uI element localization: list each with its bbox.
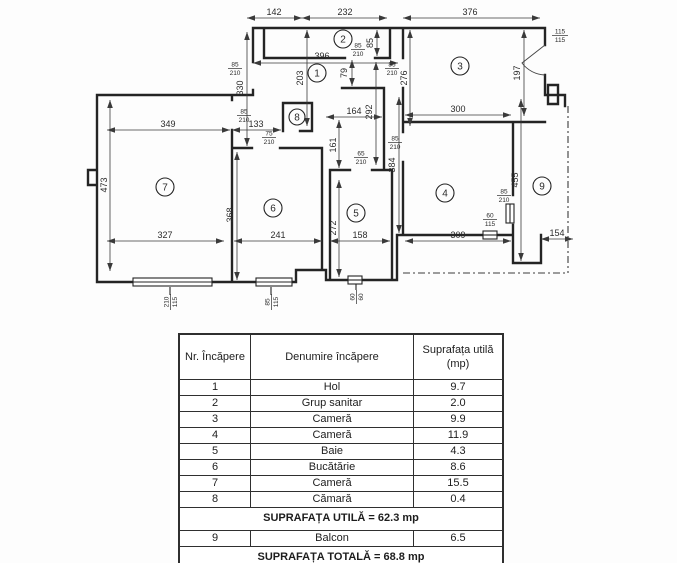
frac-top: 85 (240, 108, 248, 116)
dim-label: 197 (512, 65, 522, 81)
dim-label: 455 (510, 172, 520, 188)
frac-top: 85 (388, 61, 396, 69)
frac-label (497, 189, 511, 205)
dim-label: 349 (160, 119, 176, 129)
opening-size-labels (164, 29, 569, 311)
frac-label (228, 62, 242, 78)
header-nr: Nr. Încăpere (179, 334, 251, 380)
dim-label: 276 (399, 70, 409, 86)
table-cell-name: Baie (251, 444, 414, 460)
table-row (179, 460, 503, 476)
table-cell-name: Cameră (251, 412, 414, 428)
frac-top: 85 (391, 135, 399, 143)
table-cell-name: Cămară (251, 492, 414, 508)
frac-label (354, 151, 368, 167)
table-cell-area: 9.7 (414, 380, 504, 396)
frac-bottom: 210 (355, 159, 367, 166)
table-cell-name: Cameră (251, 428, 414, 444)
frac-top: 85 (231, 61, 239, 69)
dim-label: 384 (387, 157, 397, 173)
room-number-6 (264, 199, 282, 217)
table-cell-area: 11.9 (414, 428, 504, 444)
total-row (179, 547, 503, 563)
room-areas-table (178, 333, 504, 563)
dim-label: 300 (450, 104, 466, 114)
frac-bottom: 210 (386, 70, 398, 77)
entry-door-swing (522, 45, 545, 75)
table-cell-name: Bucătărie (251, 460, 414, 476)
room-number-1 (308, 64, 326, 82)
frac-label (237, 109, 251, 125)
wall-lines (88, 28, 565, 282)
table-row (179, 492, 503, 508)
table-cell-nr: 4 (179, 428, 251, 444)
table-cell-area: 2.0 (414, 396, 504, 412)
table-row (179, 428, 503, 444)
frac-bottom: 60 (358, 293, 365, 301)
table-cell-nr: 8 (179, 492, 251, 508)
svg-text:9: 9 (539, 181, 545, 193)
room-number-3 (451, 57, 469, 75)
frac-label (388, 136, 402, 152)
frac-label (350, 290, 366, 304)
table-cell-nr: 3 (179, 412, 251, 428)
dim-label: 327 (157, 230, 173, 240)
table-cell-area: 15.5 (414, 476, 504, 492)
table-row (179, 412, 503, 428)
frac-bottom: 210 (352, 51, 364, 58)
room-number-2 (334, 30, 352, 48)
room-number-8 (289, 109, 305, 125)
frac-bottom: 210 (238, 117, 250, 124)
dim-label: 241 (270, 230, 286, 240)
total-label: SUPRAFAȚA TOTALĂ = 68.8 mp (179, 547, 503, 563)
frac-label (262, 131, 276, 147)
room-number-5 (347, 204, 365, 222)
dim-label: 154 (549, 228, 565, 238)
dim-label: 232 (337, 7, 353, 17)
frac-top: 65 (357, 150, 365, 158)
dim-label: 203 (295, 70, 305, 86)
table-cell-area: 4.3 (414, 444, 504, 460)
table-row (179, 380, 503, 396)
dim-label: 272 (328, 220, 338, 236)
frac-label (552, 29, 568, 45)
svg-text:4: 4 (442, 188, 448, 200)
table-cell-area: 0.4 (414, 492, 504, 508)
frac-top: 75 (265, 130, 273, 138)
frac-top: 60 (349, 293, 357, 301)
frac-top: 210 (163, 296, 171, 308)
dim-label: 164 (346, 106, 362, 116)
frac-bottom: 115 (554, 37, 566, 44)
frac-bottom: 210 (263, 139, 275, 146)
svg-text:3: 3 (457, 61, 463, 73)
dimension-labels (99, 7, 565, 240)
table-cell-nr: 6 (179, 460, 251, 476)
table-cell-area: 9.9 (414, 412, 504, 428)
window-symbols (133, 204, 514, 295)
header-denumire: Denumire încăpere (251, 334, 414, 380)
table-cell-name: Hol (251, 380, 414, 396)
svg-text:6: 6 (270, 203, 276, 215)
dim-label: 133 (248, 119, 264, 129)
dim-label: 396 (314, 51, 330, 61)
table-cell-nr: 5 (179, 444, 251, 460)
frac-label (351, 43, 365, 59)
dim-label: 330 (235, 80, 245, 96)
frac-bottom: 115 (273, 296, 280, 308)
frac-label (164, 294, 180, 310)
table-cell-area: 6.5 (414, 531, 504, 547)
frac-bottom: 210 (498, 197, 510, 204)
frac-top: 85 (354, 42, 362, 50)
room-number-4 (436, 184, 454, 202)
subtotal-label: SUPRAFAȚA UTILĂ = 62.3 mp (179, 508, 503, 531)
room-number-9 (533, 177, 551, 195)
table-row-balcony (179, 531, 503, 547)
table-cell-nr: 7 (179, 476, 251, 492)
dim-label: 85 (365, 37, 375, 49)
table-cell-name: Grup sanitar (251, 396, 414, 412)
table-cell-area: 8.6 (414, 460, 504, 476)
frac-label (483, 213, 497, 229)
frac-bottom: 115 (172, 296, 179, 308)
table-header-row (179, 334, 503, 380)
dim-label: 79 (339, 67, 349, 79)
frac-top: 115 (554, 28, 566, 36)
room-numbers (156, 30, 551, 222)
svg-text:8: 8 (294, 112, 300, 124)
dim-label: 368 (225, 207, 235, 223)
frac-bottom: 210 (229, 70, 241, 77)
table-row (179, 444, 503, 460)
frac-bottom: 210 (389, 144, 401, 151)
dim-label: 292 (364, 104, 374, 120)
table-cell-nr: 9 (179, 531, 251, 547)
table-cell-nr: 1 (179, 380, 251, 396)
frac-top: 60 (486, 212, 494, 220)
dim-label: 161 (328, 137, 338, 153)
frac-label (265, 294, 281, 310)
frac-bottom: 115 (484, 221, 496, 228)
frac-top: 85 (264, 298, 272, 306)
frac-label (385, 62, 399, 78)
svg-text:2: 2 (340, 34, 346, 46)
subtotal-row (179, 508, 503, 531)
dim-label: 473 (99, 177, 109, 193)
dim-label: 158 (352, 230, 368, 240)
svg-text:5: 5 (353, 208, 359, 220)
svg-text:1: 1 (314, 68, 320, 80)
header-suprafata: Suprafața utilă (mp) (414, 334, 504, 380)
table-cell-nr: 2 (179, 396, 251, 412)
dim-label: 309 (450, 230, 466, 240)
dim-label: 376 (462, 7, 478, 17)
table-cell-name: Cameră (251, 476, 414, 492)
frac-top: 85 (500, 188, 508, 196)
dim-label: 142 (266, 7, 282, 17)
table-cell-name: Balcon (251, 531, 414, 547)
svg-text:7: 7 (162, 182, 168, 194)
room-number-7 (156, 178, 174, 196)
table-row (179, 476, 503, 492)
table-row (179, 396, 503, 412)
